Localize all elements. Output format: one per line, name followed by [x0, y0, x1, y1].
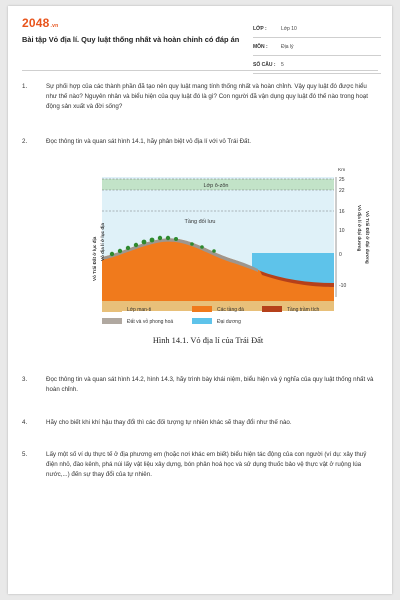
legend-swatch	[262, 306, 282, 312]
troposphere-label: Tầng đối lưu	[184, 219, 216, 225]
question-text: Lấy một số ví dụ thực tế ở địa phương em (hoặc nơi khác em biết) biểu hiện tác động của con người (ví dụ: xây thuỷ điện nhỏ, đào kênh, phá núi lấy vật liệu xây dựng, bón phân hoá học và sử dụng thuốc bảo vệ thực vật ở ruộng lúa nước,...) đến sự thay đổi của tự nhiên.	[46, 451, 367, 478]
meta-row-count	[253, 56, 381, 74]
right-label-crust: Vỏ Trái Đất ở đại dương	[365, 211, 370, 264]
figure-caption: Hình 14.1. Vỏ địa lí của Trái Đất	[152, 336, 264, 345]
legend-label: Tầng trầm tích	[287, 307, 320, 313]
left-label-geo: Vỏ địa lí ở lục địa	[100, 223, 105, 261]
question-number: 4.	[22, 419, 28, 426]
ozone-label: Lớp ô-zôn	[203, 183, 229, 189]
page-title: Bài tập Vỏ địa lí. Quy luật thống nhất và hoàn chỉnh có đáp án	[22, 35, 240, 44]
question-text: Đọc thông tin và quan sát hình 14.2, hình 14.3, hãy trình bày khái niệm, biểu hiện và ý nghĩa của quy luật thống nhất và hoàn chỉnh.	[46, 376, 374, 393]
question-number: 3.	[22, 376, 28, 383]
logo-text: 2048	[22, 16, 50, 30]
scale-unit: Km	[338, 168, 346, 173]
question-4	[22, 418, 382, 428]
meta-value: Địa lý	[281, 43, 294, 50]
divider	[22, 70, 378, 71]
question-number: 1.	[22, 83, 28, 90]
legend-label: Các tầng đá	[217, 307, 244, 313]
earth-crust-figure	[92, 161, 372, 351]
legend-swatch	[192, 306, 212, 312]
question-text: Đọc thông tin và quan sát hình 14.1, hãy phân biệt vỏ địa lí với vỏ Trái Đất.	[46, 138, 251, 145]
right-label-geo: Vỏ địa lí ở đại dương	[357, 205, 362, 252]
meta-table	[253, 20, 381, 74]
legend-label: Đại dương	[217, 319, 241, 325]
question-1	[22, 82, 382, 112]
meta-row-subject	[253, 38, 381, 56]
tick-minus-10: -10	[339, 283, 347, 289]
legend-swatch	[102, 318, 122, 324]
document-page	[8, 6, 392, 594]
tick-16: 16	[339, 209, 345, 215]
legend	[102, 306, 319, 325]
tick-22: 22	[339, 188, 345, 194]
meta-label: SỐ CÂU :	[253, 61, 276, 68]
meta-value: Lớp 10	[281, 25, 297, 32]
logo-suffix: .vn	[50, 23, 59, 29]
tick-0: 0	[339, 252, 342, 258]
question-number: 5.	[22, 451, 28, 458]
left-label-crust: Vỏ Trái Đất ở lục địa	[92, 236, 97, 281]
legend-swatch	[192, 318, 212, 324]
question-text: Sự phối hợp của các thành phần đã tạo nên quy luật mang tính thống nhất và hoàn chỉnh. Vậy quy luật đó được hiểu như thế nào? Nguyên nhân và biểu hiện của quy luật đó là gì? Con người đã vận dụng quy luật đó thế nào trong hoạt động sản xuất và đời sống?	[46, 83, 368, 110]
legend-swatch	[102, 306, 122, 312]
legend-label: Đất và vỏ phong hoá	[127, 319, 174, 325]
meta-value: 5	[281, 61, 284, 68]
meta-row-class	[253, 20, 381, 38]
legend-label: Lớp man-ti	[127, 307, 152, 313]
question-text: Hãy cho biết khi khí hậu thay đổi thì các đối tượng tự nhiên khác sẽ thay đổi như thế nào.	[46, 419, 292, 426]
site-logo[interactable]	[22, 16, 58, 30]
meta-label: MÔN :	[253, 43, 268, 50]
meta-label: LỚP :	[253, 25, 267, 32]
question-2	[22, 137, 382, 147]
tick-10: 10	[339, 228, 345, 234]
question-5	[22, 450, 382, 480]
tick-25: 25	[339, 177, 345, 183]
question-3	[22, 375, 382, 395]
question-number: 2.	[22, 138, 28, 145]
